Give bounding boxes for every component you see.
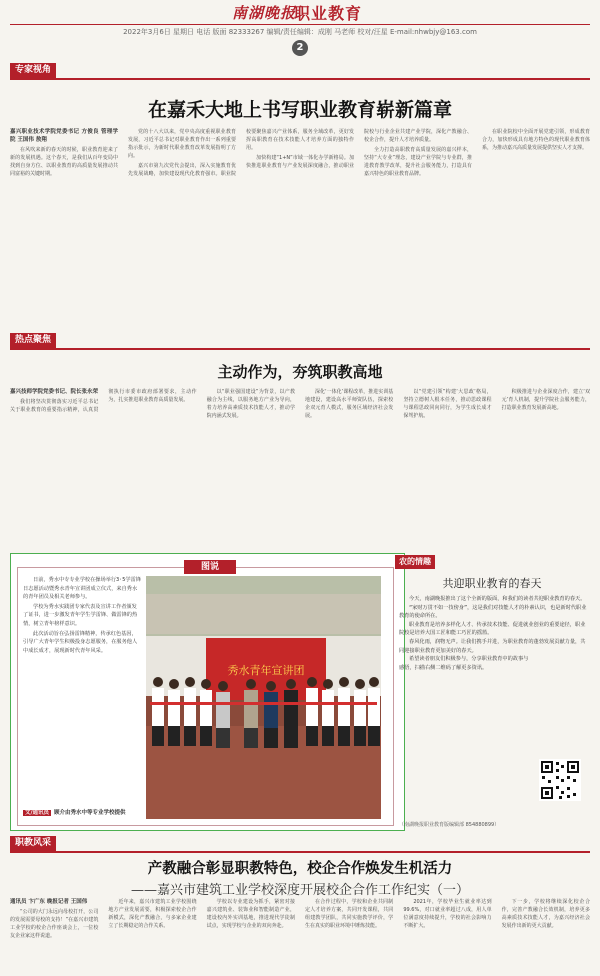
section-rule: [10, 348, 590, 350]
editor-note-paragraph: 今天，南湖晚报推出了这个全新的版面，和我们的读者共迎职业教育的春天。: [409, 596, 586, 602]
article1-headline: 在嘉禾大地上书写职业教育崭新篇章: [147, 99, 452, 121]
editor-note-paragraph: “家财万贯不如一技傍身”，这是我们对技能人才的朴素认识，也是新时代职业教育的使命所在。: [399, 604, 587, 620]
article1-body: [10, 128, 590, 318]
article1-paragraph: 在风吹来新的春天的时候，职业教育迎来了新的发展机遇。这个春天，是我们从百年变局中找到自身方位、以职业教育的高质量发展推动共同富裕的关键时期。: [10, 147, 118, 177]
article3-subheadline: ——嘉兴市建筑工业学校深度开展校企合作工作纪实（一）: [130, 883, 469, 898]
article2-byline: 嘉兴技师学院党委书记、院长张永荣: [10, 389, 99, 395]
editor-note-box: [393, 553, 591, 831]
article1-paragraph: 嘉兴市第九次党代会提出，深入实施教育优先发展战略，加快建设现代化教育强市。职业院校要聚焦嘉兴产业体系，服务全域改革，更好发挥高职教育在技术技能人才培养方面的独特作用。: [128, 129, 354, 177]
editor-note-caption: （南湖晚报职业教育版编辑部 854880899）: [399, 822, 500, 828]
photo-credit: [23, 808, 126, 816]
article3-body: [10, 898, 590, 974]
masthead-info: 2022年3月6日 星期日 电话 版面 82333267 编辑/责任编辑：成刚 马老师 校对/汪星 E-mail:nhwbjy@163.com: [123, 28, 477, 36]
article2-paragraph: 我们将坚决贯彻落实习近平总书记关于职业教育的重要指示精神，认真贯彻执行市委市政府部署要求，主动作为，扎实推进职业教育高质量发展。: [10, 389, 197, 413]
page-number: 2: [292, 40, 308, 56]
article3-paragraph: 2021年，学校毕业生就业率达到99.6%，对口就业率超过八成，用人单位满意度持续提升，学校的社会影响力不断扩大。: [403, 899, 492, 929]
editor-note-paragraph: 希望读者朋友们积极参与，分享职业教育中的故事与感悟，扫描右侧二维码了解更多资讯。: [399, 656, 529, 671]
article1-paragraph: 在职业院校中全面开展党建引领，形成教育合力，加快形成具有地方特色的现代职业教育体系，为推动嘉兴高质量发展提供坚实人才支撑。: [482, 129, 590, 151]
section-title: 职业教育: [294, 4, 363, 23]
photo-credit-name: 顾介由秀水中等专业学校提供: [54, 810, 126, 816]
editor-note-paragraph: 职业教育是培养多样化人才、传承技术技能、促进就业创业的重要途径，职业院校是培养大国工匠和能工巧匠的摇篮。: [399, 621, 586, 637]
article2-paragraph: 深化‘一体化’课程改革，推进实训基地建设，建设高水平师资队伍，探索校企双元育人模式，服务区域经济社会发展。: [304, 389, 394, 419]
photo-paragraph: 此次活动旨在弘扬雷锋精神，传承红色基因，引导广大青年学生积极投身志愿服务，在服务他人中成长成才，展现新时代青年风采。: [23, 630, 138, 654]
editor-note-title: 共迎职业教育的春天: [442, 577, 542, 590]
photo-banner-text: 秀水青年宣讲团: [227, 664, 305, 677]
tag-hot-focus: 热点聚焦: [10, 333, 56, 348]
photo-paragraph: 学校为秀水实践团专家代表及宣讲工作者颁发了证书，进一步激发青年学生学雷锋、做雷锋的热情，树立青年榜样意识。: [23, 603, 138, 627]
article3-paragraph: 近年来，嘉兴市建筑工业学校围绕地方产业发展需要，积极探索校企合作新模式，深化产教融合，与多家企业建立了长期稳定的合作关系。: [108, 899, 197, 929]
article3-paragraph: 在合作过程中，学校和企业共同制定人才培养方案，共同开发课程，共同组建教学团队，共同实施教学评价，学生在真实的职业环境中锤炼技能。: [304, 899, 394, 929]
article2-headline: 主动作为，夯筑职教高地: [217, 363, 383, 381]
article3-paragraph: 学校以专业建设为抓手，紧密对接嘉兴建筑业、装饰业和智能制造产业，建设校内外实训基地，推进现代学徒制试点，实现学校与企业的双向奔赴。: [206, 899, 295, 929]
section-rule: [10, 851, 590, 853]
editor-note-tag: 农的情趣: [395, 555, 435, 569]
article1-paragraph: 加快构建“1+N”市域一体化办学新格局。加快推进职业教育与产业发展深度融合，推动职业院校与行业企业共建产业学院，深化产教融合、校企合作，提升人才培养质量。: [246, 129, 472, 169]
qr-code-icon[interactable]: [539, 759, 581, 801]
tag-expert-view: 专家视角: [10, 63, 56, 78]
photo-credit-label: 文/通讯员: [25, 810, 50, 816]
masthead-rule: [10, 24, 590, 25]
article3-byline: 通讯员 卞广东 晚报记者 王国伟: [10, 899, 88, 905]
photo-paragraph: 日前，秀水中专专业学校在操场举行3·5学雷锋日志愿活动暨秀水青年宣讲团成立仪式，来自秀水的青年团员及相关老师参与。: [23, 577, 141, 601]
article1-paragraph: 党的十八大以来，党中央高度重视职业教育发展，习近平总书记对职业教育作出一系列重要指示批示，为新时代职业教育改革发展指明了方向。: [128, 129, 236, 159]
photo-story-box: [10, 553, 405, 831]
article3-headline: 产教融合彰显职教特色，校企合作焕发生机活力: [147, 860, 453, 877]
photo-caption-text: [23, 576, 141, 656]
article2-paragraph: 以“党建引领”构建‘大思政’格局，坚持立德树人根本任务，推动思政课程与课程思政同向同行，为学生成长成才保驾护航。: [403, 389, 492, 419]
photo-label: 图说: [184, 560, 236, 574]
event-photo: [146, 576, 381, 819]
article2-paragraph: 以“职业强国建设”为背景，以产教融合为主线，以服务地方产业为导向，着力培养高素质技术技能人才，推动学院内涵式发展。: [206, 389, 295, 419]
article3-paragraph: “公司的大门永远向母校打开，公司的发展需要母校的支持！”在嘉兴市建筑工业学校的校企合作座谈会上，一位校友企业家这样说道。: [10, 909, 99, 939]
event-photo-illustration: [146, 576, 381, 819]
masthead: [0, 0, 600, 40]
editor-note-text: [399, 595, 589, 672]
section-rule: [10, 78, 590, 80]
tag-vocational-style: 职教风采: [10, 836, 56, 851]
editor-note-paragraph: 春风化雨，润物无声。让我们携手并进，为职业教育的蓬勃发展贡献力量，共同迎接职业教育更加美好的春天。: [399, 638, 586, 654]
article2-paragraph: 积极推进与企业深度合作，建立‘双元’育人机制，提升学院社会服务能力，打造职业教育发展新高地。: [501, 389, 590, 411]
article3-paragraph: 下一步，学校将继续深化校企合作，完善产教融合长效机制，培养更多高素质技术技能人才，为嘉兴经济社会发展作出新的更大贡献。: [501, 899, 590, 929]
article1-paragraph: 全力打造高职教育高质量发展的嘉兴样本，坚持“大专业”理念，建设产业学院与专业群，推进教育教学改革，提升社会服务能力，打造具有嘉兴特色的职业教育品牌。: [364, 147, 472, 177]
newspaper-logo: 南湖晚报: [232, 4, 297, 22]
article1-byline: 嘉兴职业技术学院党委书记 方俊良 管理学院 王国伟 敖翔: [10, 129, 118, 143]
article2-body: [10, 388, 590, 548]
